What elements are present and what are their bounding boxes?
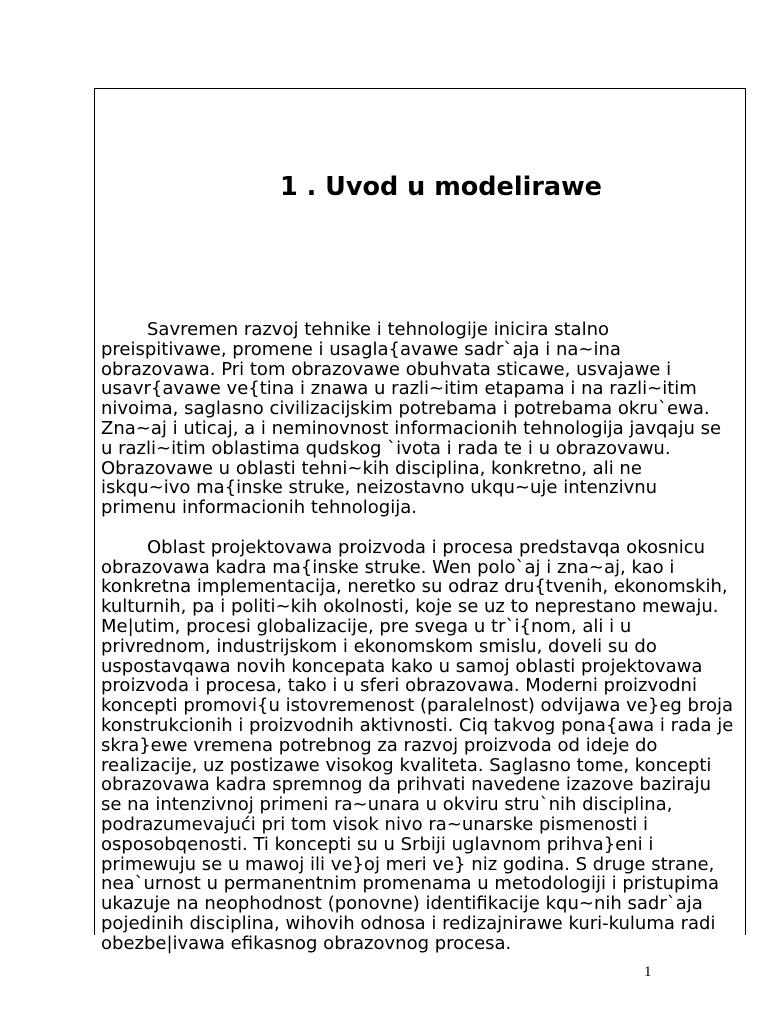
text-line: konkretna implementacija, neretko su odraz dru{tvenih, ekonomskih,: [101, 576, 728, 598]
text-line: obrazovawa kadra ma{inske struke. Wen polo`aj i zna~aj, kao i: [101, 556, 675, 578]
text-line: iskqu~ivo ma{inske struke, neizostavno ukqu~uje intenzivnu: [101, 477, 658, 499]
text-line: podrazumevajući pri tom visok nivo ra~unarske pismenosti i: [101, 813, 649, 835]
text-line: primewuju se u mawoj ili ve}oj meri ve} niz godina. S druge strane,: [101, 853, 715, 875]
text-line: obrazovawa kadra spremnog da prihvati navedene izazove baziraju: [101, 774, 712, 796]
paragraph: [101, 320, 741, 518]
text-line: usavr{avawe ve{tina i znawa u razli~itim etapama i na razli~itim: [101, 378, 697, 400]
text-line: preispitivawe, promene i usagla{avawe sadr`aja i na~ina: [101, 338, 621, 360]
text-line: privrednom, industrijskom i ekonomskom smislu, doveli su do: [101, 635, 657, 657]
text-line: ukazuje na neophodnost (ponovne) identifikacije kqu~nih sadr`aja: [101, 893, 703, 915]
text-line: pojedinih disciplina, wihovih odnosa i redizajnirawe kuri-kuluma radi: [101, 912, 716, 934]
text-line: obrazovawa. Pri tom obrazovawe obuhvata sticawe, usvajawe i: [101, 358, 672, 380]
page-number: 1: [644, 964, 652, 980]
text-line: Savremen razvoj tehnike i tehnologije inicira stalno: [147, 319, 609, 340]
paragraph: [101, 538, 741, 954]
text-line: nea`urnost u permanentnim promenama u metodologiji i pristupima: [101, 873, 720, 895]
text-line: obezbe|ivawa efikasnog obrazovnog procesa.: [101, 932, 512, 954]
text-line: primenu informacionih tehnologija.: [101, 497, 417, 519]
text-line: nivoima, saglasno civilizacijskim potrebama i potrebama okru`ewa.: [101, 398, 710, 420]
body-text: [101, 320, 741, 954]
text-line: Me|utim, procesi globalizacije, pre svega u tr`i{nom, ali i u: [101, 615, 632, 637]
text-line: Obrazovawe u oblasti tehni~kih disciplina, konkretno, ali ne: [101, 457, 642, 479]
text-line: uspostavqawa novih koncepata kako u samoj oblasti projektovawa: [101, 655, 703, 677]
text-line: osposobqenosti. Ti koncepti su u Srbiji uglavnom prihva}eni i: [101, 833, 654, 855]
text-line: kulturnih, pa i politi~kih okolnosti, koje se uz to neprestano mewaju.: [101, 596, 719, 618]
text-line: Oblast projektovawa proizvoda i procesa predstavqa okosnicu: [147, 536, 706, 558]
text-line: Zna~aj i uticaj, a i neminovnost informacionih tehnologija javqaju se: [101, 417, 722, 439]
page-title: 1 . Uvod u modelirawe: [280, 172, 602, 202]
text-line: koncepti promovi{u istovremenost (paralelnost) odvijawa ve}eg broja: [101, 695, 734, 717]
text-line: realizacije, uz postizawe visokog kvaliteta. Saglasno tome, koncepti: [101, 754, 712, 776]
text-line: se na intenzivnoj primeni ra~unara u okviru stru`nih disciplina,: [101, 794, 673, 816]
text-line: konstrukcionih i proizvodnih aktivnosti. Ciq takvog pona{awa i rada je: [101, 714, 734, 736]
text-line: u razli~itim oblastima qudskog `ivota i rada te i u obrazovawu.: [101, 437, 671, 459]
text-line: proizvoda i procesa, tako i u sferi obrazovawa. Moderni proizvodni: [101, 675, 697, 697]
text-line: skra}ewe vremena potrebnog za razvoj proizvoda od ideje do: [101, 734, 658, 756]
